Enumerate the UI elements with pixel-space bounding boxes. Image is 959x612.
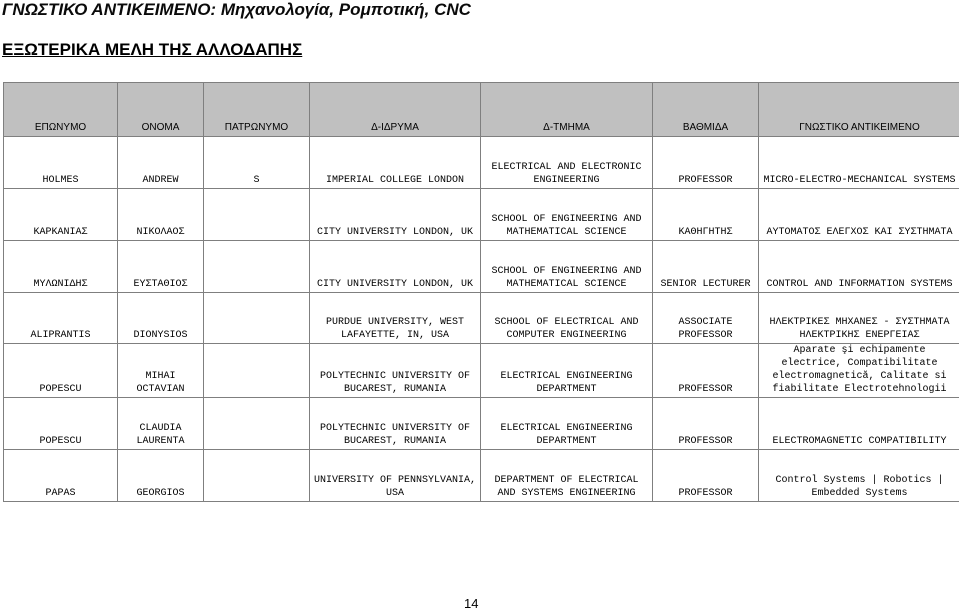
cell-department: ELECTRICAL ENGINEERING DEPARTMENT <box>481 398 653 450</box>
table-header-row <box>4 83 959 137</box>
cell-patronymic <box>204 450 310 502</box>
cell-patronymic <box>204 241 310 293</box>
table-row <box>4 241 959 293</box>
header-department: Δ-ΤΜΗΜΑ <box>481 83 653 137</box>
header-rank: ΒΑΘΜΙΔΑ <box>653 83 759 137</box>
cell-field: MICRO-ELECTRO-MECHANICAL SYSTEMS <box>759 137 959 189</box>
cell-department: DEPARTMENT OF ELECTRICAL AND SYSTEMS ENGINEERING <box>481 450 653 502</box>
cell-first-name: MIHAI OCTAVIAN <box>118 344 204 398</box>
cell-first-name: CLAUDIA LAURENTA <box>118 398 204 450</box>
cell-department: ELECTRICAL AND ELECTRONIC ENGINEERING <box>481 137 653 189</box>
cell-first-name: GEORGIOS <box>118 450 204 502</box>
cell-department: SCHOOL OF ELECTRICAL AND COMPUTER ENGINEERING <box>481 293 653 344</box>
cell-field: ELECTROMAGNETIC COMPATIBILITY <box>759 398 959 450</box>
page-heading: ΓΝΩΣΤΙΚΟ ΑΝΤΙΚΕΙΜΕΝΟ: Μηχανολογία, Ρομποτική, CNC <box>2 0 471 19</box>
cell-department: SCHOOL OF ENGINEERING AND MATHEMATICAL SCIENCE <box>481 241 653 293</box>
table-row <box>4 189 959 241</box>
cell-first-name: DIONYSIOS <box>118 293 204 344</box>
table-row <box>4 398 959 450</box>
cell-institution: UNIVERSITY OF PENNSYLVANIA, USA <box>310 450 481 502</box>
cell-surname: ΚΑΡΚΑΝΙΑΣ <box>4 189 118 241</box>
cell-department: ELECTRICAL ENGINEERING DEPARTMENT <box>481 344 653 398</box>
cell-rank: PROFESSOR <box>653 344 759 398</box>
members-table <box>3 82 959 502</box>
cell-rank: PROFESSOR <box>653 450 759 502</box>
cell-institution: POLYTECHNIC UNIVERSITY OF BUCAREST, RUMANIA <box>310 344 481 398</box>
cell-surname: PAPAS <box>4 450 118 502</box>
header-patronymic: ΠΑΤΡΩΝΥΜΟ <box>204 83 310 137</box>
cell-institution: POLYTECHNIC UNIVERSITY OF BUCAREST, RUMANIA <box>310 398 481 450</box>
cell-institution: CITY UNIVERSITY LONDON, UK <box>310 189 481 241</box>
cell-institution: CITY UNIVERSITY LONDON, UK <box>310 241 481 293</box>
cell-patronymic <box>204 189 310 241</box>
header-field: ΓΝΩΣΤΙΚΟ ΑΝΤΙΚΕΙΜΕΝΟ <box>759 83 959 137</box>
cell-rank: PROFESSOR <box>653 398 759 450</box>
header-surname: ΕΠΩΝΥΜΟ <box>4 83 118 137</box>
cell-rank: ΚΑΘΗΓΗΤΗΣ <box>653 189 759 241</box>
cell-patronymic: S <box>204 137 310 189</box>
cell-rank: SENIOR LECTURER <box>653 241 759 293</box>
table-row <box>4 293 959 344</box>
cell-field: Control Systems | Robotics | Embedded Systems <box>759 450 959 502</box>
cell-patronymic <box>204 344 310 398</box>
cell-field: Aparate şi echipamente electrice, Compatibilitate electromagnetică, Calitate si fiabilitate Electrotehnologii <box>759 344 959 398</box>
cell-surname: POPESCU <box>4 344 118 398</box>
cell-patronymic <box>204 398 310 450</box>
table-row <box>4 344 959 398</box>
cell-surname: ALIPRANTIS <box>4 293 118 344</box>
table-row <box>4 450 959 502</box>
cell-surname: HOLMES <box>4 137 118 189</box>
page-number: 14 <box>464 596 479 611</box>
cell-surname: ΜΥΛΩΝΙΔΗΣ <box>4 241 118 293</box>
cell-patronymic <box>204 293 310 344</box>
cell-institution: PURDUE UNIVERSITY, WEST LAFAYETTE, IN, USA <box>310 293 481 344</box>
cell-institution: IMPERIAL COLLEGE LONDON <box>310 137 481 189</box>
cell-field: CONTROL AND INFORMATION SYSTEMS <box>759 241 959 293</box>
cell-surname: POPESCU <box>4 398 118 450</box>
cell-first-name: ΕΥΣΤΑΘΙΟΣ <box>118 241 204 293</box>
section-subheading: ΕΞΩΤΕΡΙΚΑ ΜΕΛΗ ΤΗΣ ΑΛΛΟΔΑΠΗΣ <box>2 40 303 59</box>
cell-rank: ASSOCIATE PROFESSOR <box>653 293 759 344</box>
cell-rank: PROFESSOR <box>653 137 759 189</box>
cell-first-name: ANDREW <box>118 137 204 189</box>
header-first-name: ΟΝΟΜΑ <box>118 83 204 137</box>
header-institution: Δ-ΙΔΡΥΜΑ <box>310 83 481 137</box>
cell-field: ΑΥΤΟΜΑΤΟΣ ΕΛΕΓΧΟΣ ΚΑΙ ΣΥΣΤΗΜΑΤΑ <box>759 189 959 241</box>
cell-first-name: ΝΙΚΟΛΑΟΣ <box>118 189 204 241</box>
cell-field: ΗΛΕΚΤΡΙΚΕΣ ΜΗΧΑΝΕΣ - ΣΥΣΤΗΜΑΤΑ ΗΛΕΚΤΡΙΚΗΣ ΕΝΕΡΓΕΙΑΣ <box>759 293 959 344</box>
cell-department: SCHOOL OF ENGINEERING AND MATHEMATICAL SCIENCE <box>481 189 653 241</box>
table-row <box>4 137 959 189</box>
